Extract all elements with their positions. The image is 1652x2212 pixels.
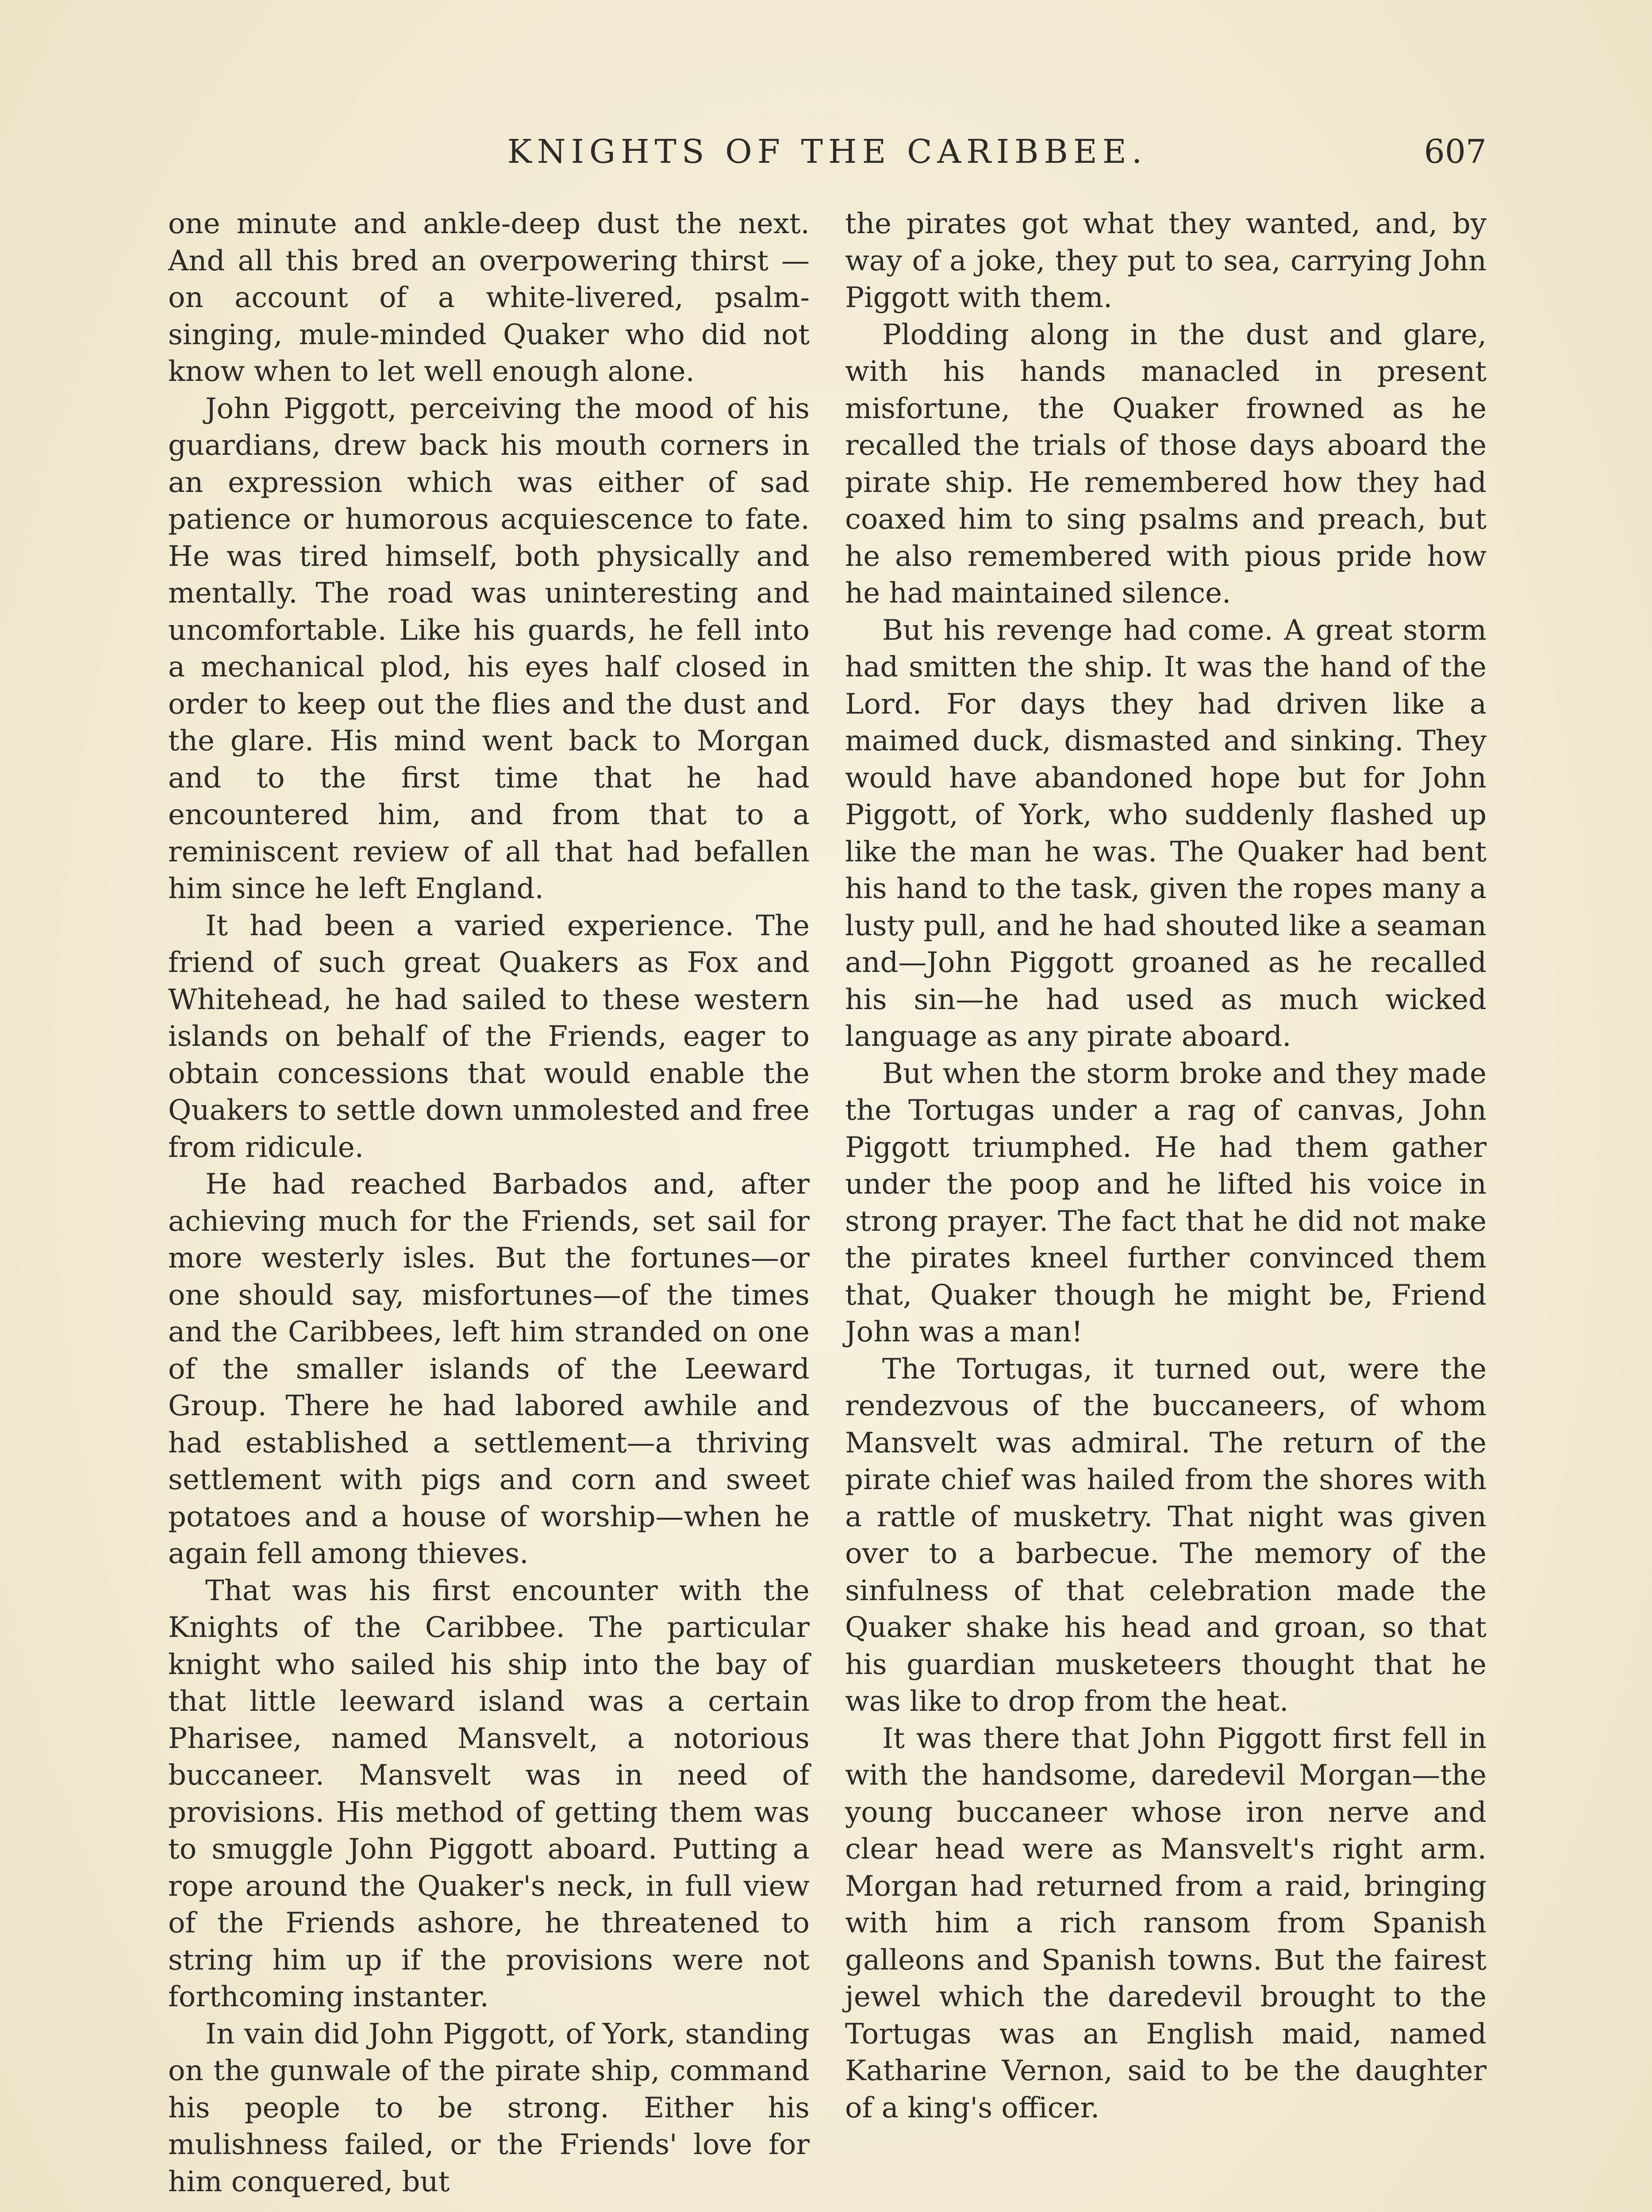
page-header [168,127,1487,176]
page-number: 607 [1424,133,1487,171]
paragraph: It was there that John Piggott first fell in with the handsome, daredevil Morgan—the young buccaneer whose iron nerve and clear head were as Mansvelt's right arm. Morgan had returned from a raid, bringing with him a rich ransom from Spanish galleons and Spanish towns. But the fairest jewel which the daredevil brought to the Tortugas was an English maid, named Katharine Vernon, said to be the daughter of a king's officer. [845,1722,1487,2124]
paragraph: In vain did John Piggott, of York, standing on the gunwale of the pirate ship, command his people to be strong. Either his mulishness failed, or the Friends' love for him conquered, but [168,2017,810,2198]
paragraph: one minute and ankle-deep dust the next. And all this bred an overpowering thirst —on account of a white-livered, psalm-singing, mule-minded Quaker who did not know when to let well enough alone. [168,207,810,388]
paragraph: The Tortugas, it turned out, were the rendezvous of the buccaneers, of whom Mansvelt was admiral. The return of the pirate chief was hailed from the shores with a rattle of musketry. That night was given over to a barbecue. The memory of the sinfulness of that celebration made the Quaker shake his head and groan, so that his guardian musketeers thought that he was like to drop from the heat. [845,1352,1487,1718]
paragraph: He had reached Barbados and, after achieving much for the Friends, set sail for more westerly isles. But the fortunes—or one should say, misfortunes—of the times and the Caribbees, left him stranded on one of the smaller islands of the Leeward Group. There he had labored awhile and had established a settlement—a thriving settlement with pigs and corn and sweet potatoes and a house of worship—when he again fell among thieves. [168,1168,810,1570]
paragraph: Plodding along in the dust and glare, with his hands manacled in present misfortune, the Quaker frowned as he recalled the trials of those days aboard the pirate ship. He remembered how they had coaxed him to sing psalms and preach, but he also remembered with pious pride how he had maintained silence. [845,318,1487,610]
paragraph: the pirates got what they wanted, and, by way of a joke, they put to sea, carrying John Piggott with them. [845,207,1487,314]
paragraph: But his revenge had come. A great storm had smitten the ship. It was the hand of the Lord. For days they had driven like a maimed duck, dismasted and sinking. They would have abandoned hope but for John Piggott, of York, who suddenly flashed up like the man he was. The Quaker had bent his hand to the task, given the ropes many a lusty pull, and he had shouted like a seaman and—John Piggott groaned as he recalled his sin—he had used as much wicked language as any pirate aboard. [845,614,1487,1053]
paragraph: It had been a varied experience. The friend of such great Quakers as Fox and Whitehead, he had sailed to these western islands on behalf of the Friends, eager to obtain concessions that would enable the Quakers to settle down unmolested and free from ridicule. [168,909,810,1164]
paragraph: But when the storm broke and they made the Tortugas under a rag of canvas, John Piggott triumphed. He had them gather under the poop and he lifted his voice in strong prayer. The fact that he did not make the pirates kneel further convinced them that, Quaker though he might be, Friend John was a man! [845,1057,1487,1348]
paragraph: That was his first encounter with the Knights of the Caribbee. The particular knight who sailed his ship into the bay of that little leeward island was a certain Pharisee, named Mansvelt, a notorious buccaneer. Mansvelt was in need of provisions. His method of getting them was to smuggle John Piggott aboard. Putting a rope around the Quaker's neck, in full view of the Friends ashore, he threatened to string him up if the provisions were not forthcoming instanter. [168,1574,810,2013]
right-column [845,206,1487,2127]
running-title: KNIGHTS OF THE CARIBBEE. [507,133,1148,171]
left-column [168,206,810,2200]
paragraph: John Piggott, perceiving the mood of his guardians, drew back his mouth corners in an expression which was either of sad patience or humorous acquiescence to fate. He was tired himself, both physically and mentally. The road was uninteresting and uncomfortable. Like his guards, he fell into a mechanical plod, his eyes half closed in order to keep out the flies and the dust and the glare. His mind went back to Morgan and to the first time that he had encountered him, and from that to a reminiscent review of all that had befallen him since he left England. [168,392,810,905]
